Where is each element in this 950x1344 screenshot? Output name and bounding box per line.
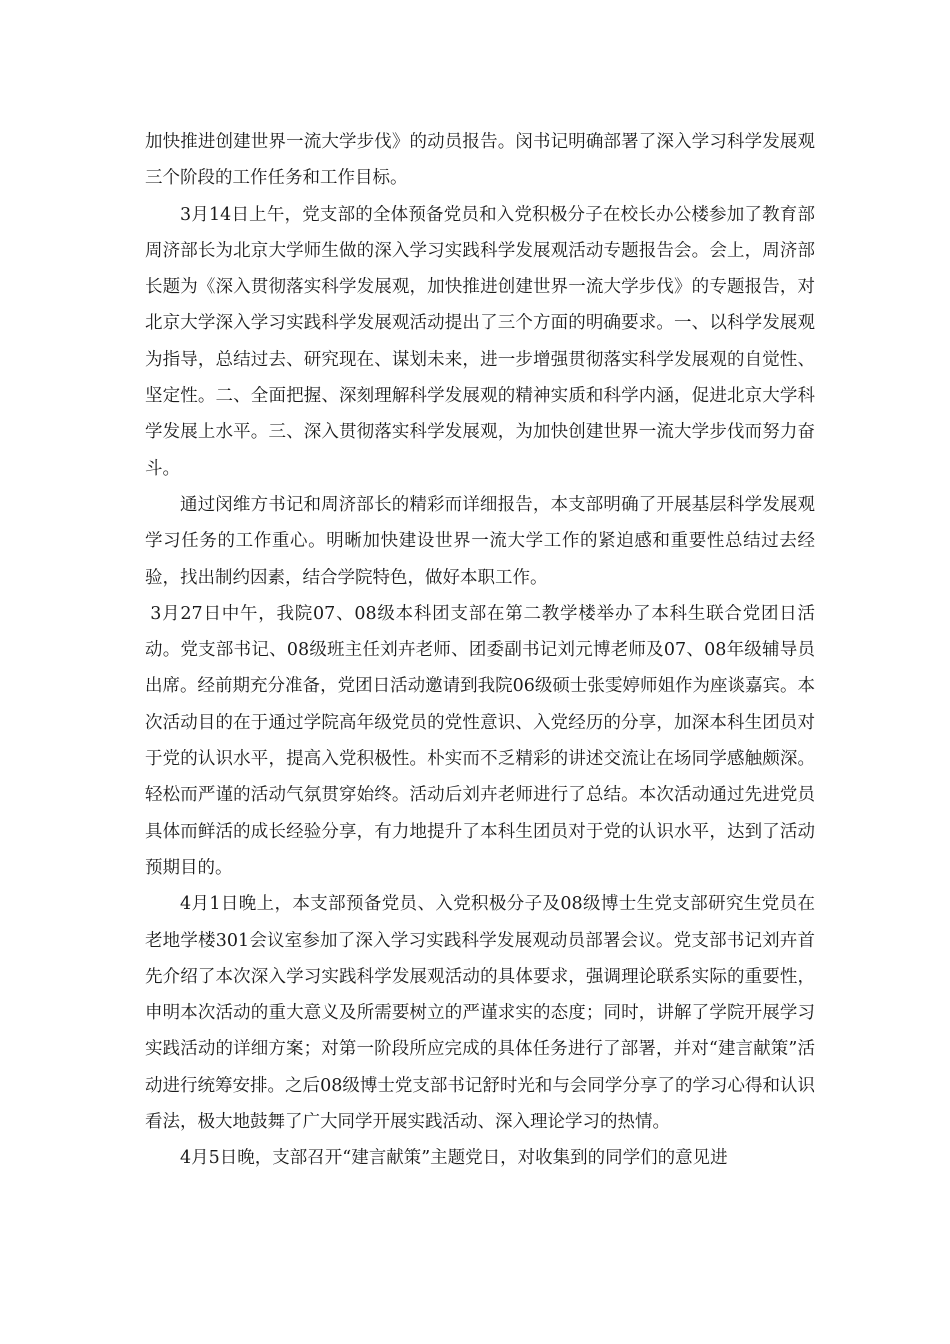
paragraph-2: 3月14日上午，党支部的全体预备党员和入党积极分子在校长办公楼参加了教育部周济部长为北京大学师生做的深入学习实践科学发展观活动专题报告会。会上，周济部长题为《深入贯彻落实科学发展观，加快推进创建世界一流大学步伐》的专题报告，对北京大学深入学习实践科学发展观活动提出了三个方面的明确要求。一、以科学发展观为指导，总结过去、研究现在、谋划未来，进一步增强贯彻落实科学发展观的自觉性、坚定性。二、全面把握、深刻理解科学发展观的精神实质和科学内涵，促进北京大学科学发展上水平。三、深入贯彻落实科学发展观，为加快创建世界一流大学步伐而努力奋斗。 — [145, 204, 815, 479]
paragraph-4: 3月27日中午，我院07、08级本科团支部在第二教学楼举办了本科生联合党团日活动。党支部书记、08级班主任刘卉老师、团委副书记刘元博老师及07、08年级辅导员出席。经前期充分准备，党团日活动邀请到我院06级硕士张雯婷师姐作为座谈嘉宾。本次活动目的在于通过学院高年级党员的党性意识、入党经历的分享，加深本科生团员对于党的认识水平，提高入党积极性。朴实而不乏精彩的讲述交流让在场同学感触颇深。轻松而严谨的活动气氛贯穿始终。活动后刘卉老师进行了总结。本次活动通过先进党员具体而鲜活的成长经验分享，有力地提升了本科生团员对于党的认识水平，达到了活动预期目的。 — [145, 603, 815, 878]
paragraph-3: 通过闵维方书记和周济部长的精彩而详细报告，本支部明确了开展基层科学发展观学习任务的工作重心。明晰加快建设世界一流大学工作的紧迫感和重要性总结过去经验，找出制约因素，结合学院特色，做好本职工作。 — [145, 494, 815, 588]
document-body — [145, 124, 815, 1177]
paragraph-6: 4月5日晚，支部召开“建言献策”主题党日，对收集到的同学们的意见进 — [180, 1148, 728, 1169]
paragraph-1: 加快推进创建世界一流大学步伐》的动员报告。闵书记明确部署了深入学习科学发展观三个阶段的工作任务和工作目标。 — [145, 132, 815, 189]
paragraph-5: 4月1日晚上，本支部预备党员、入党积极分子及08级博士生党支部研究生党员在老地学楼301会议室参加了深入学习实践科学发展观动员部署会议。党支部书记刘卉首先介绍了本次深入学习实践科学发展观活动的具体要求，强调理论联系实际的重要性，申明本次活动的重大意义及所需要树立的严谨求实的态度；同时，讲解了学院开展学习实践活动的详细方案；对第一阶段所应完成的具体任务进行了部署，并对“建言献策”活动进行统筹安排。之后08级博士党支部书记舒时光和与会同学分享了的学习心得和认识看法，极大地鼓舞了广大同学开展实践活动、深入理论学习的热情。 — [145, 894, 815, 1133]
